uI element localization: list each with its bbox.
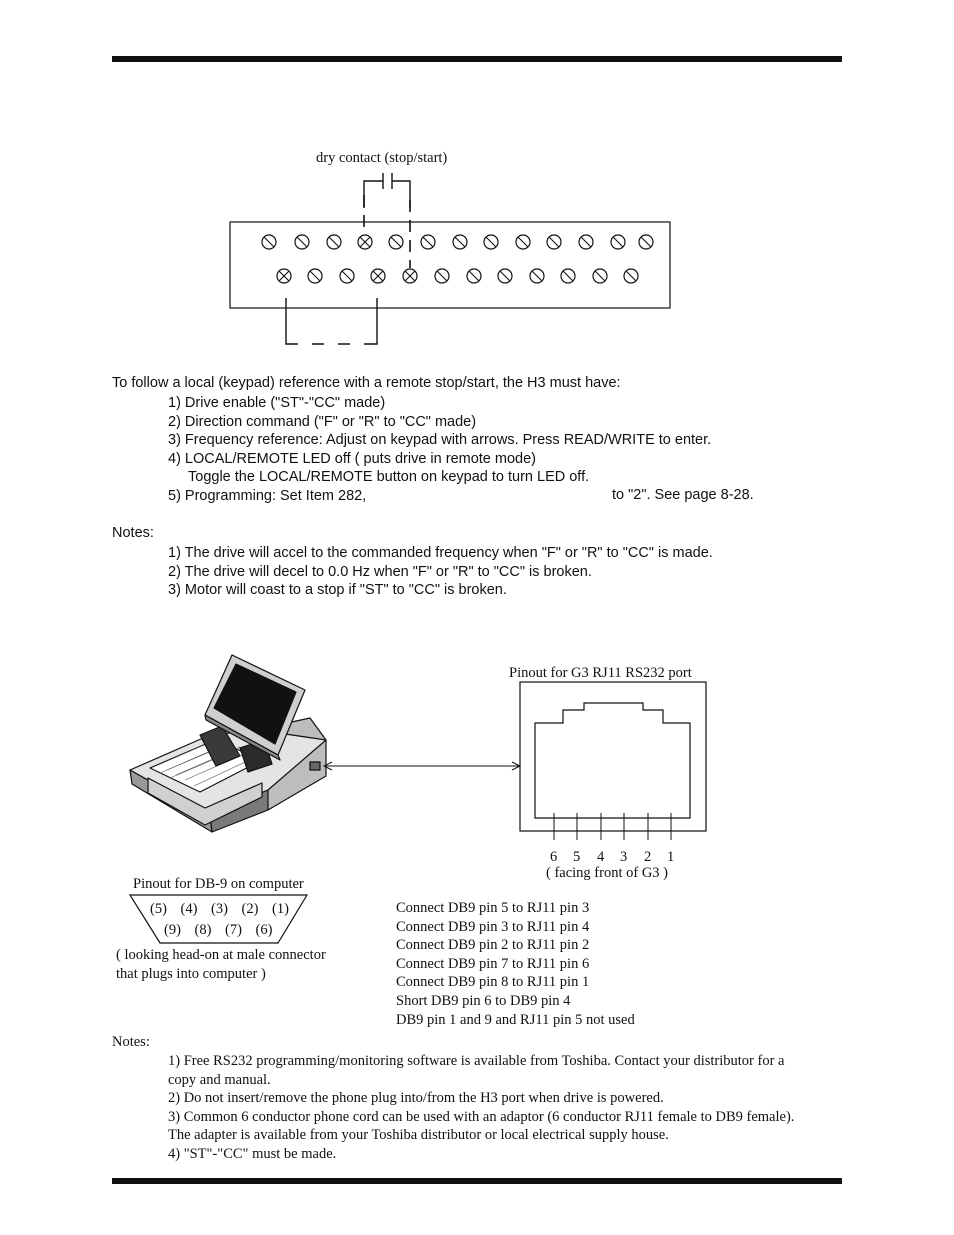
- bottom-note-line: copy and manual.: [168, 1071, 271, 1088]
- requirement-item: 5) Programming: Set Item 282,: [168, 487, 367, 504]
- serial-cable-line: [324, 762, 520, 770]
- rj11-pin-label: 3: [620, 849, 628, 865]
- rj11-caption: ( facing front of G3 ): [546, 865, 668, 881]
- bottom-note-line: 1) Free RS232 programming/monitoring software is available from Toshiba. Contact your distributor for a: [168, 1053, 785, 1069]
- notes-heading: Notes:: [112, 525, 154, 541]
- rj11-pin-label: 4: [597, 849, 605, 865]
- connection-item: Connect DB9 pin 8 to RJ11 pin 1: [396, 974, 590, 990]
- db9-top-pin-row: [150, 901, 289, 917]
- db9-pin-label: (3): [211, 901, 228, 917]
- laptop-illustration: [130, 655, 326, 832]
- local-reference-intro: To follow a local (keypad) reference with a remote stop/start, the H3 must have:: [112, 375, 621, 391]
- db9-pin-label: (6): [255, 922, 273, 938]
- rj11-title: Pinout for G3 RJ11 RS232 port: [509, 665, 692, 681]
- db9-pin-label: (2): [241, 901, 259, 917]
- db9-caption-line2: that plugs into computer ): [116, 966, 266, 982]
- db9-pin-label: (8): [194, 922, 212, 938]
- db9-pin-label: (7): [225, 922, 242, 938]
- contact-label: dry contact (stop/start): [316, 150, 448, 166]
- requirement-item: 1) Drive enable ("ST"-"CC" made): [168, 395, 386, 411]
- connection-item: Connect DB9 pin 7 to RJ11 pin 6: [396, 956, 590, 972]
- connection-item: Connect DB9 pin 5 to RJ11 pin 3: [396, 900, 590, 916]
- bottom-note-line: 4) "ST"-"CC" must be made.: [168, 1145, 337, 1162]
- rj11-pin-label: 2: [644, 849, 652, 865]
- bottom-note-line: 3) Common 6 conductor phone cord can be used with an adaptor (6 conductor RJ11 female to DB9 female).: [168, 1108, 795, 1125]
- rj11-pin-lines: [554, 813, 671, 840]
- db9-title: Pinout for DB-9 on computer: [133, 876, 304, 892]
- requirement-item: 3) Frequency reference: Adjust on keypad with arrows. Press READ/WRITE to enter.: [168, 432, 712, 449]
- db9-pin-label: (9): [164, 922, 181, 938]
- db9-pin-label: (4): [180, 901, 198, 917]
- requirement-item: 2) Direction command ("F" or "R" to "CC" made): [168, 413, 477, 430]
- rj11-port: [520, 682, 706, 831]
- db9-pin-label: (5): [150, 901, 167, 917]
- connection-item: Connect DB9 pin 2 to RJ11 pin 2: [396, 937, 590, 953]
- note-item: 1) The drive will accel to the commanded frequency when "F" or "R" to "CC" is made.: [168, 545, 713, 561]
- note-item: 2) The drive will decel to 0.0 Hz when "F" or "R" to "CC" is broken.: [168, 563, 592, 580]
- bottom-note-line: The adapter is available from your Toshiba distributor or local electrical supply house.: [168, 1127, 669, 1144]
- db9-pin-label: (1): [272, 901, 289, 917]
- rj11-pin-label: 6: [550, 849, 558, 865]
- bottom-note-line: 2) Do not insert/remove the phone plug into/from the H3 port when drive is powered.: [168, 1090, 664, 1107]
- db9-caption-line1: ( looking head-on at male connector: [116, 947, 326, 963]
- connection-item: Connect DB9 pin 3 to RJ11 pin 4: [396, 919, 590, 935]
- connection-list: [396, 900, 635, 1028]
- rj11-pin-labels: [550, 849, 674, 865]
- note-item: 3) Motor will coast to a stop if "ST" to "CC" is broken.: [168, 582, 507, 599]
- bottom-notes-list: [168, 1052, 794, 1164]
- rj11-pin-label: 5: [573, 849, 581, 865]
- db9-bottom-pin-row: [164, 922, 273, 938]
- connection-item: DB9 pin 1 and 9 and RJ11 pin 5 not used: [396, 1012, 635, 1028]
- requirement-item: Toggle the LOCAL/REMOTE button on keypad to turn LED off.: [188, 469, 590, 486]
- rj11-pin-label: 1: [667, 849, 675, 865]
- requirement-item5-tail: to "2". See page 8-28.: [612, 487, 754, 503]
- requirement-item: 4) LOCAL/REMOTE LED off ( puts drive in remote mode): [168, 450, 537, 467]
- bottom-notes-heading: Notes:: [112, 1034, 150, 1050]
- connection-item: Short DB9 pin 6 to DB9 pin 4: [396, 993, 571, 1009]
